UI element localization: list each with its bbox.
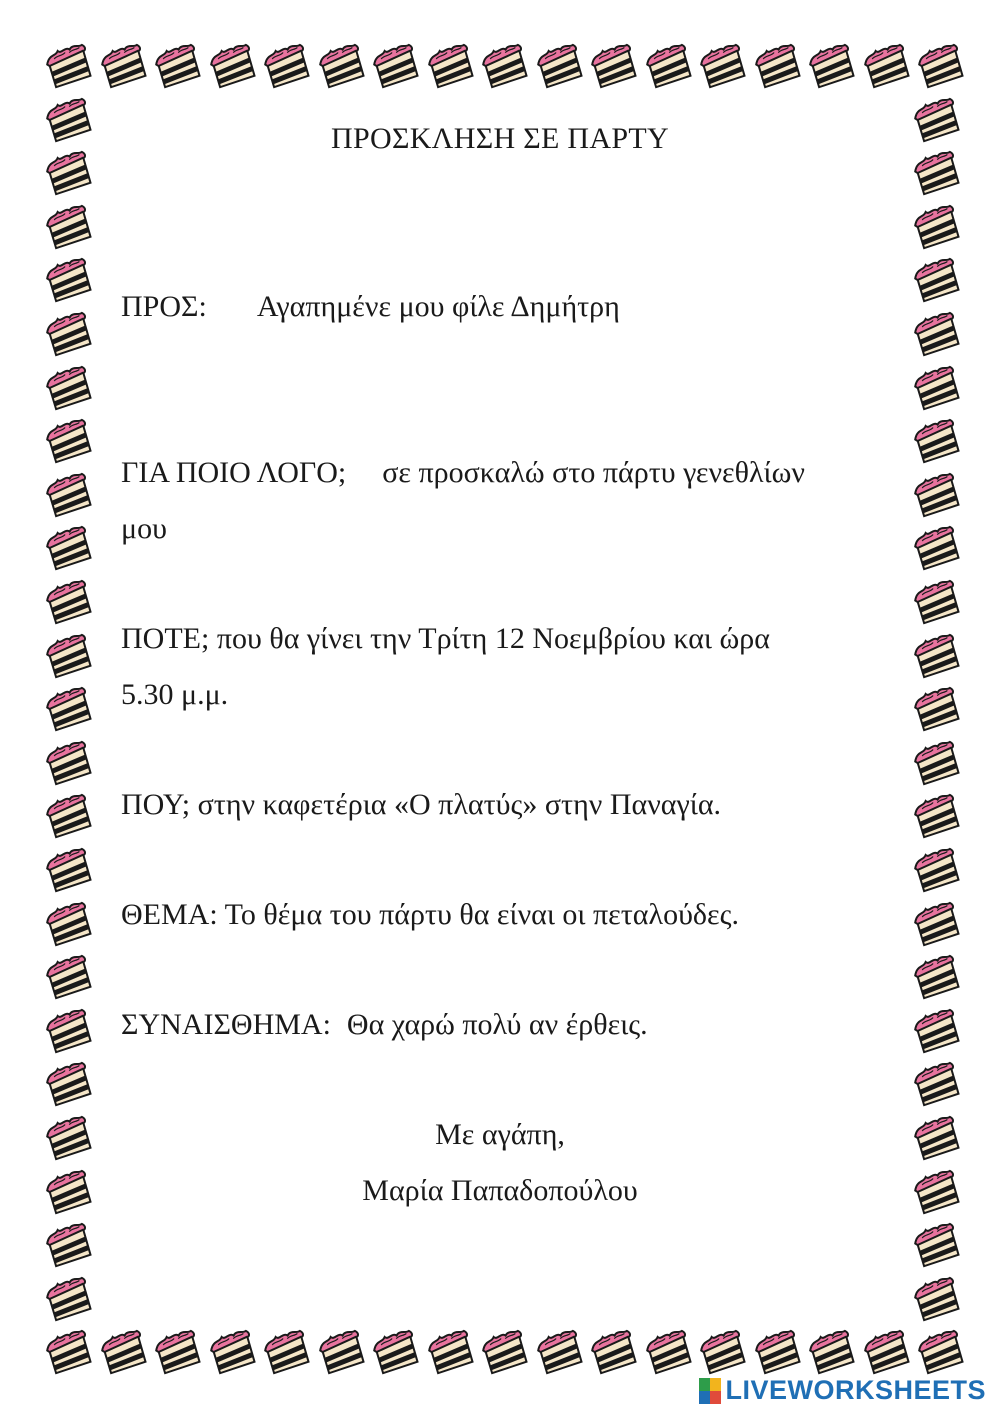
liveworksheets-logo-icon bbox=[699, 1378, 721, 1404]
cake-slice-icon bbox=[478, 1328, 532, 1376]
cake-slice-icon bbox=[910, 632, 964, 680]
cake-slice-icon bbox=[910, 1221, 964, 1269]
reason-line bbox=[121, 456, 805, 490]
to-line bbox=[121, 290, 620, 324]
cake-slice-icon bbox=[42, 42, 96, 90]
cake-slice-icon bbox=[910, 310, 964, 358]
cake-slice-icon bbox=[751, 42, 805, 90]
watermark-text: LIVEWORKSHEETS bbox=[725, 1375, 986, 1405]
cake-slice-icon bbox=[42, 1275, 96, 1323]
cake-slice-icon bbox=[642, 42, 696, 90]
cake-slice-icon bbox=[696, 1328, 750, 1376]
feeling-label: ΣΥΝΑΙΣΘΗΜΑ: bbox=[121, 1008, 331, 1041]
cake-slice-icon bbox=[805, 1328, 859, 1376]
cake-slice-icon bbox=[910, 685, 964, 733]
cake-slice-icon bbox=[42, 900, 96, 948]
cake-slice-icon bbox=[587, 1328, 641, 1376]
cake-slice-icon bbox=[910, 471, 964, 519]
cake-slice-icon bbox=[315, 1328, 369, 1376]
to-label: ΠΡΟΣ: bbox=[121, 290, 207, 323]
cake-slice-icon bbox=[910, 1275, 964, 1323]
cake-slice-icon bbox=[478, 42, 532, 90]
cake-slice-icon bbox=[42, 1060, 96, 1108]
reason-value: σε προσκαλώ στο πάρτυ γενεθλίων bbox=[382, 456, 805, 489]
cake-slice-icon bbox=[914, 1328, 968, 1376]
cake-slice-icon bbox=[42, 846, 96, 894]
liveworksheets-watermark bbox=[699, 1375, 986, 1406]
cake-slice-icon bbox=[910, 1060, 964, 1108]
cake-slice-icon bbox=[42, 739, 96, 787]
cake-slice-icon bbox=[910, 417, 964, 465]
where-line bbox=[121, 788, 721, 822]
cake-slice-icon bbox=[910, 792, 964, 840]
cake-slice-icon bbox=[533, 42, 587, 90]
theme-line bbox=[121, 898, 739, 932]
cake-slice-icon bbox=[42, 632, 96, 680]
cake-slice-icon bbox=[206, 1328, 260, 1376]
feeling-value: Θα χαρώ πολύ αν έρθεις. bbox=[346, 1008, 648, 1041]
cake-slice-icon bbox=[369, 1328, 423, 1376]
cake-slice-icon bbox=[369, 42, 423, 90]
cake-slice-icon bbox=[42, 1007, 96, 1055]
when-label: ΠΟΤΕ; bbox=[121, 622, 210, 655]
feeling-line bbox=[121, 1008, 648, 1042]
reason-label: ΓΙΑ ΠΟΙΟ ΛΟΓΟ; bbox=[121, 456, 347, 489]
cake-slice-icon bbox=[151, 1328, 205, 1376]
cake-slice-icon bbox=[260, 42, 314, 90]
theme-label: ΘΕΜΑ: bbox=[121, 898, 218, 931]
cake-slice-icon bbox=[42, 364, 96, 412]
cake-slice-icon bbox=[910, 203, 964, 251]
cake-slice-icon bbox=[424, 42, 478, 90]
when-value: που θα γίνει την Τρίτη 12 Νοεμβρίου και ώρα bbox=[216, 622, 770, 655]
cake-slice-icon bbox=[42, 417, 96, 465]
cake-slice-icon bbox=[910, 953, 964, 1001]
cake-slice-icon bbox=[805, 42, 859, 90]
when-continuation: 5.30 μ.μ. bbox=[121, 678, 229, 711]
cake-slice-icon bbox=[260, 1328, 314, 1376]
cake-slice-icon bbox=[42, 953, 96, 1001]
cake-slice-icon bbox=[751, 1328, 805, 1376]
cake-slice-icon bbox=[42, 310, 96, 358]
page-title: ΠΡΟΣΚΛΗΣΗ ΣΕ ΠΑΡΤΥ bbox=[331, 122, 669, 155]
cake-slice-icon bbox=[315, 42, 369, 90]
cake-slice-icon bbox=[910, 524, 964, 572]
when-line bbox=[121, 622, 770, 656]
cake-slice-icon bbox=[910, 846, 964, 894]
cake-slice-icon bbox=[860, 1328, 914, 1376]
cake-slice-icon bbox=[533, 1328, 587, 1376]
cake-slice-icon bbox=[424, 1328, 478, 1376]
closing-text: Με αγάπη, bbox=[435, 1118, 565, 1151]
where-value: στην καφετέρια «Ο πλατύς» στην Παναγία. bbox=[197, 788, 722, 821]
cake-slice-icon bbox=[910, 739, 964, 787]
cake-slice-icon bbox=[42, 524, 96, 572]
cake-slice-icon bbox=[151, 42, 205, 90]
cake-slice-icon bbox=[42, 685, 96, 733]
cake-slice-icon bbox=[587, 42, 641, 90]
cake-slice-icon bbox=[42, 578, 96, 626]
cake-slice-icon bbox=[910, 256, 964, 304]
cake-slice-icon bbox=[696, 42, 750, 90]
theme-value: Το θέμα του πάρτυ θα είναι οι πεταλούδες. bbox=[224, 898, 740, 931]
cake-slice-icon bbox=[42, 1221, 96, 1269]
cake-slice-icon bbox=[206, 42, 260, 90]
cake-slice-icon bbox=[42, 149, 96, 197]
cake-slice-icon bbox=[642, 1328, 696, 1376]
cake-slice-icon bbox=[42, 471, 96, 519]
reason-continuation: μου bbox=[121, 512, 167, 545]
to-value: Αγαπημένε μου φίλε Δημήτρη bbox=[256, 290, 620, 323]
cake-slice-icon bbox=[910, 578, 964, 626]
cake-slice-icon bbox=[42, 792, 96, 840]
cake-slice-icon bbox=[860, 42, 914, 90]
where-label: ΠΟΥ; bbox=[121, 788, 191, 821]
cake-slice-icon bbox=[97, 1328, 151, 1376]
cake-slice-icon bbox=[42, 256, 96, 304]
cake-slice-icon bbox=[914, 42, 968, 90]
cake-slice-icon bbox=[910, 900, 964, 948]
cake-slice-icon bbox=[42, 1328, 96, 1376]
cake-slice-icon bbox=[910, 1007, 964, 1055]
signature: Μαρία Παπαδοπούλου bbox=[362, 1174, 638, 1207]
cake-slice-icon bbox=[97, 42, 151, 90]
cake-slice-icon bbox=[910, 149, 964, 197]
cake-slice-icon bbox=[42, 203, 96, 251]
cake-slice-icon bbox=[910, 364, 964, 412]
